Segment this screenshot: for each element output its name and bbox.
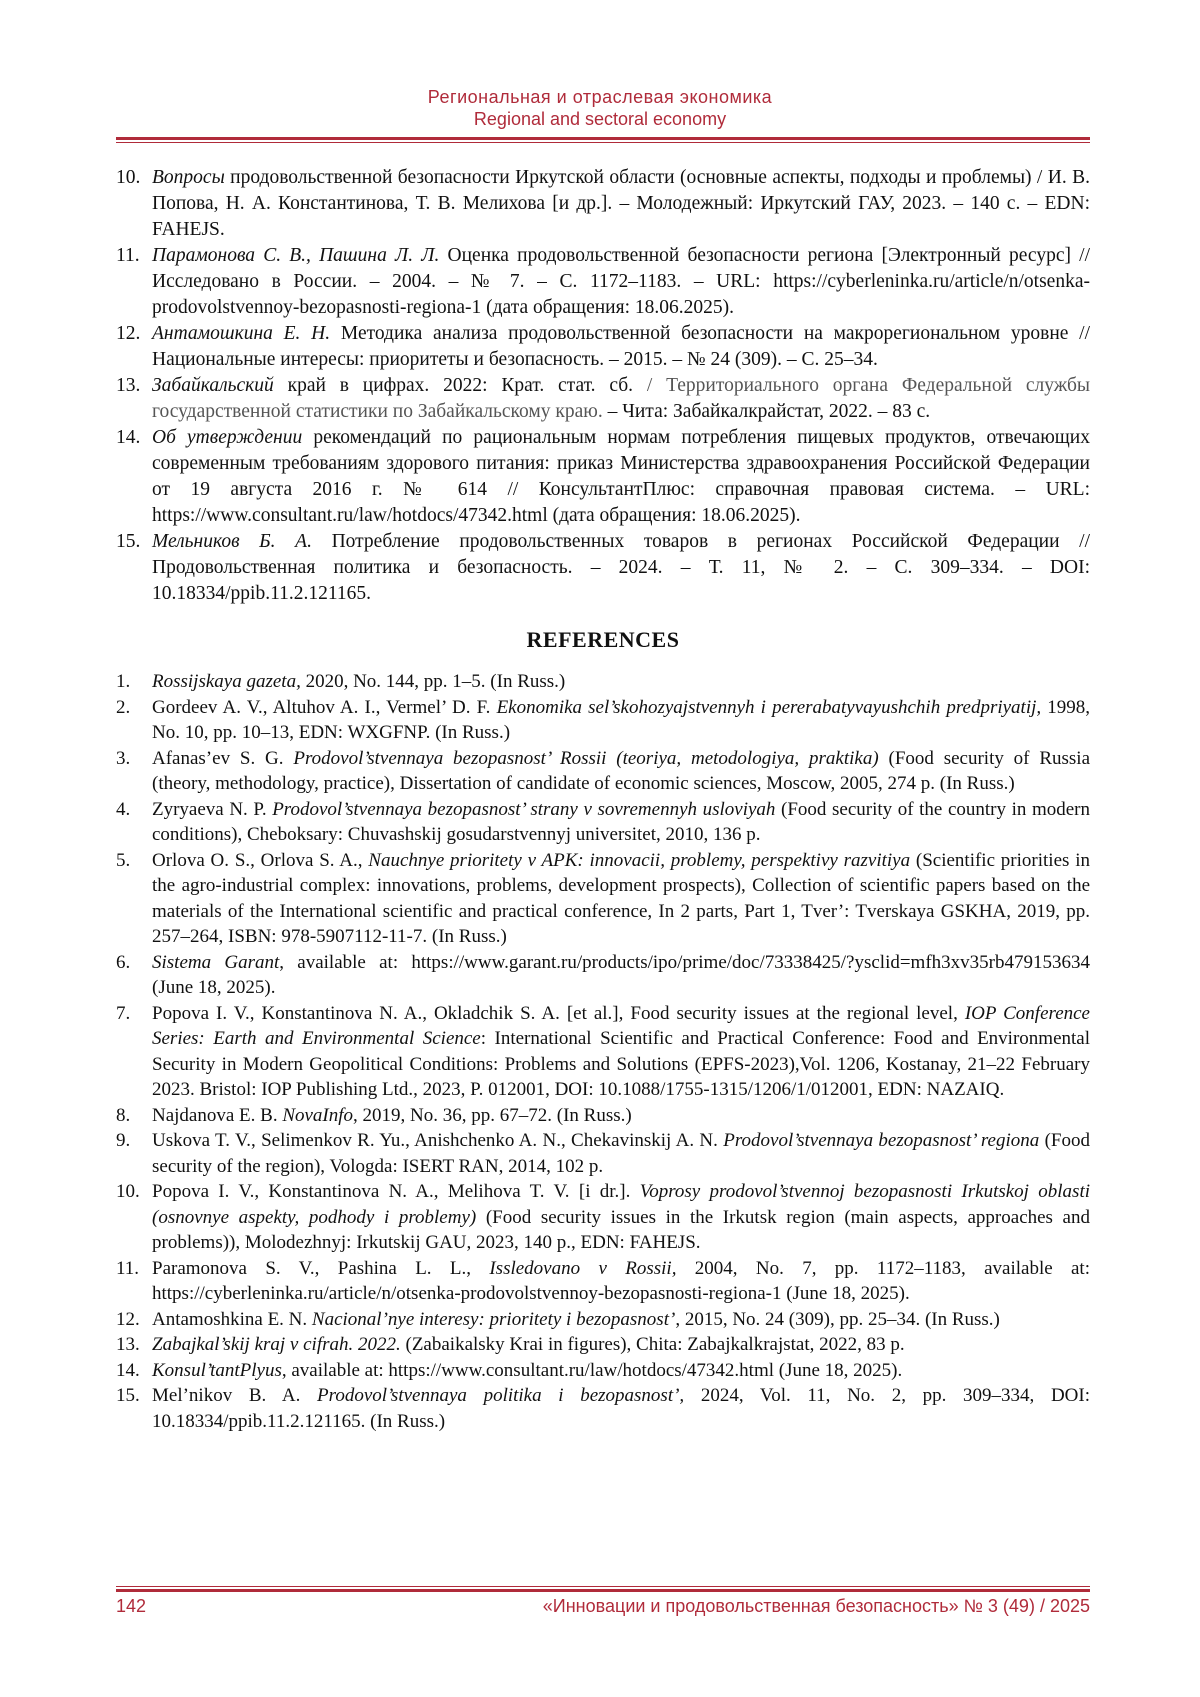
reference-title: Nacional’nye interesy: prioritety i bezopasnost’ [311,1308,676,1330]
reference-number: 15. [116,1385,140,1406]
reference-text: Paramonova S. V., Pashina L. L., [152,1257,490,1279]
reference-text: Uskova T. V., Selimenkov R. Yu., Anishchenko A. N., Chekavinskij A. N. [152,1130,724,1151]
footer-rule [116,1586,1090,1592]
reference-number: 1. [116,671,131,692]
references-en-list [116,669,1090,1434]
reference-text: 2004, No. 7, pp. 1172–1183, available at: https://cyberleninka.ru/article/n/otsenka-prodovolstvennoy-bezopasnosti-regiona-1 (June 18, 2025). [152,1257,1090,1304]
reference-title: Rossijskaya gazeta, [152,671,301,692]
reference-title: IOP Conference Series: Earth and Environmental Science [152,1002,1090,1049]
header-rule [116,137,1090,143]
reference-number: 8. [116,1104,131,1126]
reference-title: Prodovol’stvennaya bezopasnost’ strany v sovremennyh usloviyah [272,798,776,820]
reference-number: 2. [116,696,131,718]
reference-number: 13. [116,1334,140,1355]
reference-title: Konsul’tantPlyus [152,1359,282,1381]
reference-author: Вопросы [152,167,225,188]
reference-text: рекомендаций по рациональным нормам потребления пищевых продуктов, отвечающих современным требованиям здорового питания: приказ Министерства здравоохранения Российской Федерации от 19 августа 2016 г. № 614 // КонсультантПлюс: справочная правовая система. – URL: https://www.consultant.ru/law/hotdocs/47342.html (дата обращения: 18.06.2025). [152,427,1090,526]
reference-item [116,1383,1090,1434]
references-ru-list [116,165,1090,607]
reference-number: 13. [116,375,141,396]
reference-number: 12. [116,323,141,344]
reference-text: (Food security issues in the Irkutsk region (main aspects, approaches and problems)), Molodezhnyj: Irkutskij GAU, 2023, 140 p., EDN: FAHEJS. [152,1206,1090,1253]
reference-title: Issledovano v Rossii, [489,1257,677,1279]
reference-text: Afanas’ev S. G. [152,747,294,769]
page-header [0,86,1200,130]
page-content [116,165,1090,1434]
reference-text: (Food security of the region), Vologda: ISERT RAN, 2014, 102 p. [152,1130,1090,1177]
reference-text: 1998, No. 10, pp. 10–13, EDN: WXGFNP. (In Russ.) [152,696,1091,743]
reference-item [116,797,1090,848]
reference-item [116,669,1090,695]
header-title-en: Regional and sectoral economy [473,109,727,129]
reference-item [116,1103,1090,1129]
reference-number: 4. [116,798,131,820]
reference-number: 3. [116,747,131,769]
reference-text: (Zabaikalsky Krai in figures), Chita: Zabajkalkrajstat, 2022, 83 p. [400,1334,905,1355]
reference-item [116,1001,1090,1103]
reference-item [116,1128,1090,1179]
references-heading: REFERENCES [526,627,680,652]
reference-text: , available at: https://www.garant.ru/products/ipo/prime/doc/73338425/?ysclid=mfh3xv35rb479153634 (June 18, 2025). [152,951,1090,998]
reference-text: Orlova O. S., Orlova S. A., [152,849,369,871]
reference-text-tail: – Чита: Забайкалкрайстат, 2022. – 83 с. [602,401,931,422]
reference-number: 10. [116,1181,140,1202]
reference-item [116,243,1090,321]
reference-title: Prodovol’stvennaya politika i bezopasnost’, [317,1385,685,1406]
reference-item [116,1307,1090,1333]
reference-text: Popova I. V., Konstantinova N. A., Melihova T. V. [i dr.]. [152,1181,640,1202]
reference-number: 11. [116,1257,140,1279]
reference-item [116,321,1090,373]
reference-title: Ekonomika sel’skohozyajstvennyh i pererabatyvayushchih predpriyatij, [496,696,1042,718]
reference-title: Zabajkal’skij kraj v cifrah. 2022. [152,1334,401,1355]
reference-item [116,695,1090,746]
page-number: 142 [116,1596,147,1616]
reference-text: (Scientific priorities in the agro-industrial complex: innovations, problems, development prospects), Collection of scientific papers based on the materials of the International scientific and practical conference, In 2 parts, Part 1, Tver’: Tverskaya GSKHA, 2019, pp. 257–264, ISBN: 978-5907112-11-7. (In Russ.) [152,849,1090,947]
reference-text: Потребление продовольственных товаров в регионах Российской Федерации // Продовольственная политика и безопасность. – 2024. – Т. 11, № 2. – С. 309–334. – DOI: 10.18334/ppib.11.2.121165. [152,531,1090,604]
reference-title: Nauchnye prioritety v APK: innovacii, problemy, perspektivy razvitiya [368,849,911,871]
reference-text: Оценка продовольственной безопасности региона [Электронный ресурс] // Исследовано в России. – 2004. – № 7. – С. 1172–1183. – URL: https://cyberleninka.ru/article/n/otsenka-prodovolstvennoy-bezopasnosti-regiona-1 (дата обращения: 18.06.2025). [152,245,1090,318]
reference-number: 15. [116,531,141,552]
reference-title: Prodovol’stvennaya bezopasnost’ Rossii (teoriya, metodologiya, praktika) [293,747,879,769]
reference-text: , 2019, No. 36, pp. 67–72. (In Russ.) [353,1104,632,1126]
reference-title: Voprosy prodovol’stvennoj bezopasnosti Irkutskoj oblasti (osnovnye aspekty, podhody i problemy) [152,1181,1091,1228]
header-title-ru: Региональная и отраслевая экономика [427,87,773,107]
reference-text: Mel’nikov B. A. [152,1385,318,1406]
reference-title: Sistema Garant [152,951,280,973]
reference-text: (Food security of Russia (theory, methodology, practice), Dissertation of candidate of economic sciences, Moscow, 2005, 274 p. (In Russ.) [152,747,1091,794]
reference-item [116,950,1090,1001]
reference-number: 9. [116,1130,131,1151]
reference-item [116,529,1090,607]
reference-item [116,1332,1090,1358]
reference-item [116,1256,1090,1307]
reference-number: 14. [116,1359,140,1381]
reference-author: Забайкальский [152,375,274,396]
reference-text: Методика анализа продовольственной безопасности на макрорегиональном уровне // Национальные интересы: приоритеты и безопасность. – 2015. – № 24 (309). – С. 25–34. [152,323,1090,370]
reference-item [116,746,1090,797]
reference-text: Antamoshkina E. N. [152,1308,312,1330]
reference-author: Антамошкина Е. Н. [152,323,331,344]
reference-number: 10. [116,167,141,188]
reference-author: Парамонова С. В., Пашина Л. Л. [152,245,440,266]
reference-item [116,1179,1090,1256]
reference-item [116,1358,1090,1384]
reference-number: 14. [116,427,141,448]
reference-number: 12. [116,1308,140,1330]
reference-item [116,425,1090,529]
reference-author: Мельников Б. А. [152,531,312,552]
reference-text: продовольственной безопасности Иркутской области (основные аспекты, подходы и проблемы) / И. В. Попова, Н. А. Константинова, Т. В. Мелихова [и др.]. – Молодежный: Иркутский ГАУ, 2023. – 140 с. – EDN: FAHEJS. [152,167,1090,240]
reference-text: Gordeev A. V., Altuhov A. I., Vermel’ D. F. [152,696,497,718]
journal-name: «Инновации и продовольственная безопасность» № 3 (49) / 2025 [542,1596,1090,1616]
reference-number: 11. [116,245,140,266]
reference-text: (Food security of the country in modern conditions), Cheboksary: Chuvashskij gosudarstvennyj universitet, 2010, 136 p. [152,798,1090,845]
reference-item [116,848,1090,950]
reference-number: 6. [116,951,131,973]
reference-text: , 2015, No. 24 (309), pp. 25–34. (In Russ.) [675,1308,1000,1330]
reference-text: : International Scientific and Practical Conference: Food and Environmental Security in Modern Geopolitical Conditions: Problems and Solutions (EPFS-2023),Vol. 1206, Kostanay, 21–22 February 2023. Bristol: IOP Publishing Ltd., 2023, P. 012001, DOI: 10.1088/1755-1315/1206/1/012001, EDN: NAZAIQ. [152,1028,1090,1100]
reference-title: NovaInfo [282,1104,354,1126]
reference-number: 7. [116,1002,131,1024]
reference-author: Об утверждении [152,427,303,448]
reference-text: Najdanova E. B. [152,1104,283,1126]
reference-text: Zyryaeva N. P. [152,798,273,820]
reference-text: край в цифрах. 2022: Крат. стат. сб. [273,375,647,396]
reference-item [116,373,1090,425]
reference-item [116,165,1090,243]
reference-number: 5. [116,849,131,871]
reference-text: 2020, No. 144, pp. 1–5. (In Russ.) [300,671,566,692]
reference-text: , available at: https://www.consultant.ru/law/hotdocs/47342.html (June 18, 2025). [281,1359,903,1381]
reference-text: 2024, Vol. 11, No. 2, pp. 309–334, DOI: 10.18334/ppib.11.2.121165. (In Russ.) [152,1385,1090,1432]
reference-title: Prodovol’stvennaya bezopasnost’ regiona [723,1130,1040,1151]
reference-text-gray: / Территориального органа Федеральной службы государственной статистики по Забайкальскому краю. [152,375,1090,422]
reference-text: Popova I. V., Konstantinova N. A., Okladchik S. A. [et al.], Food security issues at the regional level, [152,1002,965,1024]
